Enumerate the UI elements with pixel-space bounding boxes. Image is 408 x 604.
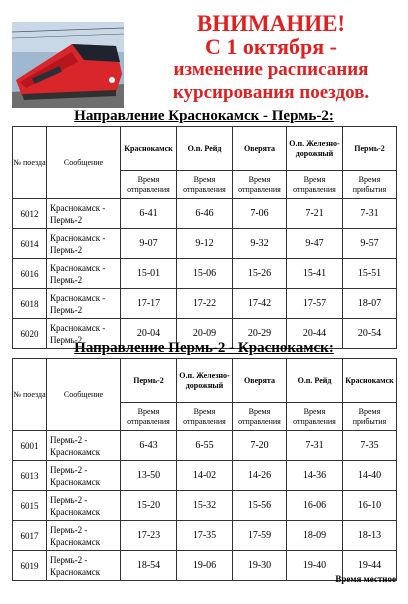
route-name: Краснокамск - Пермь-2 (47, 319, 121, 349)
time-cell: 19-40 (287, 551, 343, 581)
time-cell: 19-30 (233, 551, 287, 581)
time-cell: 9-47 (287, 229, 343, 259)
time-cell: 17-59 (233, 521, 287, 551)
schedule-table-1 (12, 126, 397, 349)
header-station: О.п. Рейд (287, 359, 343, 403)
header (0, 0, 408, 108)
time-cell: 17-22 (177, 289, 233, 319)
route-name: Пермь-2 - Краснокамск (47, 491, 121, 521)
time-cell: 6-55 (177, 431, 233, 461)
time-cell: 7-06 (233, 199, 287, 229)
time-cell: 18-54 (121, 551, 177, 581)
time-cell: 16-10 (343, 491, 397, 521)
header-departure: Время отправления (287, 171, 343, 199)
time-cell: 9-32 (233, 229, 287, 259)
train-number: 6015 (13, 491, 47, 521)
header-station: Краснокамск (121, 127, 177, 171)
header-station: О.п. Рейд (177, 127, 233, 171)
table-row (13, 229, 397, 259)
time-cell: 18-07 (343, 289, 397, 319)
header-station: О.п. Железно-дорожный (287, 127, 343, 171)
time-cell: 20-04 (121, 319, 177, 349)
route-name: Пермь-2 - Краснокамск (47, 461, 121, 491)
time-cell: 14-36 (287, 461, 343, 491)
header-arrival: Время прибытия (343, 171, 397, 199)
time-cell: 20-54 (343, 319, 397, 349)
route-name: Краснокамск - Пермь-2 (47, 229, 121, 259)
header-departure: Время отправления (233, 171, 287, 199)
route-name: Краснокамск - Пермь-2 (47, 259, 121, 289)
time-cell: 17-57 (287, 289, 343, 319)
header-station: Краснокамск (343, 359, 397, 403)
time-cell: 18-13 (343, 521, 397, 551)
train-number: 6016 (13, 259, 47, 289)
header-departure: Время отправления (233, 403, 287, 431)
train-number: 6020 (13, 319, 47, 349)
table-row (13, 259, 397, 289)
train-number: 6018 (13, 289, 47, 319)
time-cell: 9-12 (177, 229, 233, 259)
route-name: Краснокамск - Пермь-2 (47, 199, 121, 229)
table-row (13, 521, 397, 551)
header-departure: Время отправления (287, 403, 343, 431)
train-number: 6012 (13, 199, 47, 229)
header-route: Сообщение (47, 359, 121, 431)
table-row (13, 431, 397, 461)
table-row (13, 461, 397, 491)
time-cell: 14-26 (233, 461, 287, 491)
time-cell: 15-06 (177, 259, 233, 289)
time-cell: 6-41 (121, 199, 177, 229)
header-route: Сообщение (47, 127, 121, 199)
time-cell: 19-44 (343, 551, 397, 581)
notice-line4: курсирования поездов. (172, 82, 370, 103)
time-cell: 19-06 (177, 551, 233, 581)
header-departure: Время отправления (121, 171, 177, 199)
route-name: Пермь-2 - Краснокамск (47, 521, 121, 551)
time-cell: 7-35 (343, 431, 397, 461)
header-station: Пермь-2 (343, 127, 397, 171)
time-cell: 15-26 (233, 259, 287, 289)
table-header-row (13, 359, 397, 403)
time-cell: 13-50 (121, 461, 177, 491)
time-cell: 20-29 (233, 319, 287, 349)
notice-title: ВНИМАНИЕ! (196, 11, 346, 36)
time-cell: 6-43 (121, 431, 177, 461)
train-number: 6019 (13, 551, 47, 581)
direction-2-title: Направление Пермь-2 - Краснокамск: (74, 340, 334, 356)
header-arrival: Время прибытия (343, 403, 397, 431)
header-station: О.п. Железно-дорожный (177, 359, 233, 403)
time-cell: 7-21 (287, 199, 343, 229)
route-name: Пермь-2 - Краснокамск (47, 431, 121, 461)
time-cell: 20-44 (287, 319, 343, 349)
header-train-no: № поезда (13, 127, 47, 199)
time-cell: 7-31 (343, 199, 397, 229)
header-departure: Время отправления (177, 171, 233, 199)
time-cell: 9-57 (343, 229, 397, 259)
notice (140, 12, 402, 104)
table-header-row (13, 127, 397, 171)
time-cell: 7-20 (233, 431, 287, 461)
train-number: 6014 (13, 229, 47, 259)
train-image (12, 22, 124, 108)
time-cell: 9-07 (121, 229, 177, 259)
time-cell: 7-31 (287, 431, 343, 461)
train-icon (12, 22, 124, 108)
notice-line3: изменение расписания (173, 59, 369, 80)
header-train-no: № поезда (13, 359, 47, 431)
time-cell: 18-09 (287, 521, 343, 551)
time-cell: 14-02 (177, 461, 233, 491)
table-row (13, 491, 397, 521)
route-name: Пермь-2 - Краснокамск (47, 551, 121, 581)
time-cell: 16-06 (287, 491, 343, 521)
header-departure: Время отправления (121, 403, 177, 431)
time-cell: 17-35 (177, 521, 233, 551)
time-cell: 17-42 (233, 289, 287, 319)
table-row (13, 289, 397, 319)
notice-date: С 1 октября - (205, 34, 337, 59)
time-cell: 17-17 (121, 289, 177, 319)
header-station: Оверята (233, 359, 287, 403)
train-number: 6001 (13, 431, 47, 461)
route-name: Краснокамск - Пермь-2 (47, 289, 121, 319)
header-station: Оверята (233, 127, 287, 171)
time-cell: 15-32 (177, 491, 233, 521)
time-cell: 17-23 (121, 521, 177, 551)
time-cell: 6-46 (177, 199, 233, 229)
time-cell: 14-40 (343, 461, 397, 491)
train-number: 6013 (13, 461, 47, 491)
time-cell: 15-51 (343, 259, 397, 289)
time-cell: 15-56 (233, 491, 287, 521)
header-departure: Время отправления (177, 403, 233, 431)
footnote: Время местное (335, 574, 396, 584)
time-cell: 15-41 (287, 259, 343, 289)
direction-1-title: Направление Краснокамск - Пермь-2: (74, 108, 334, 124)
time-cell: 15-20 (121, 491, 177, 521)
train-number: 6017 (13, 521, 47, 551)
table-row (13, 199, 397, 229)
schedule-table-2 (12, 358, 397, 581)
header-station: Пермь-2 (121, 359, 177, 403)
time-cell: 20-09 (177, 319, 233, 349)
time-cell: 15-01 (121, 259, 177, 289)
